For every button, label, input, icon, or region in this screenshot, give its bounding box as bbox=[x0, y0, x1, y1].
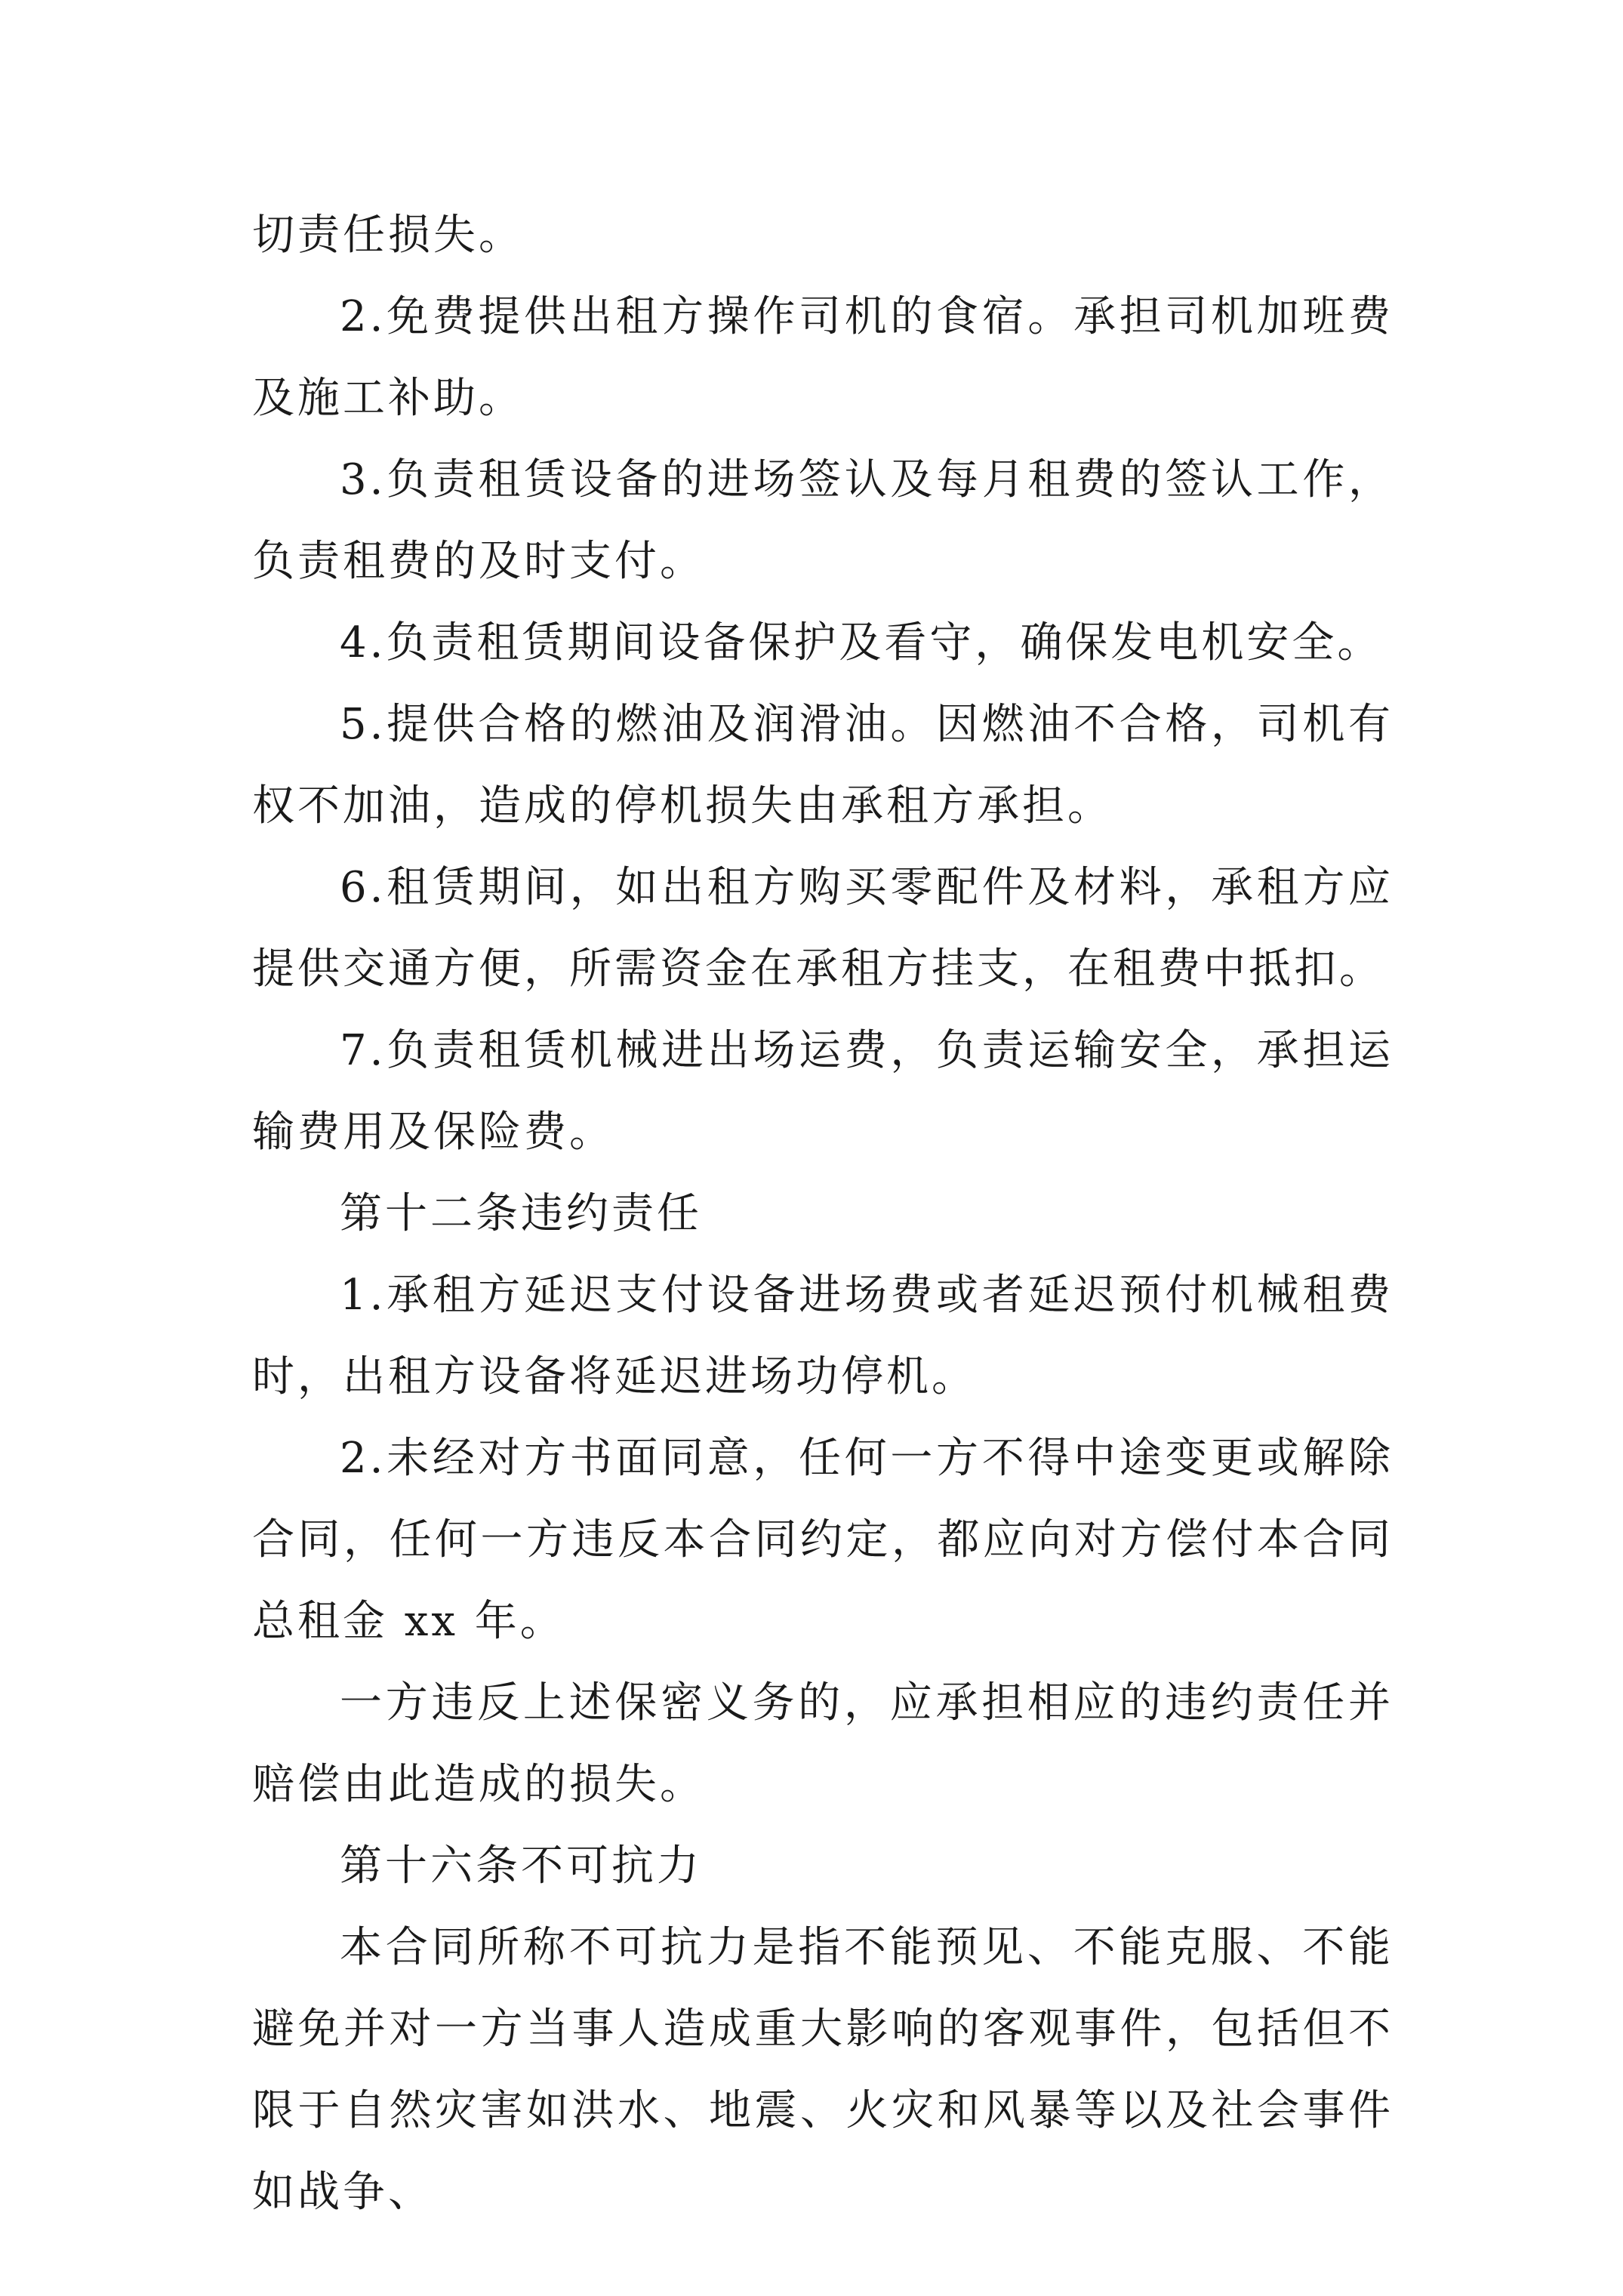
document-body bbox=[252, 195, 1394, 2233]
paragraph-force-majeure: 本合同所称不可抗力是指不能预见、不能克服、不能避免并对一方当事人造成重大影响的客观事件，包括但不限于自然灾害如洪水、地震、火灾和风暴等以及社会事件如战争、 bbox=[252, 1923, 1394, 2217]
paragraph-item-6: 6.租赁期间，如出租方购买零配件及材料，承租方应提供交通方便，所需资金在承租方挂支，在租费中抵扣。 bbox=[252, 863, 1394, 994]
paragraph-continuation: 切责任损失。 bbox=[252, 211, 524, 260]
paragraph-item-7: 7.负责租赁机械进出场运费，负责运输安全，承担运输费用及保险费。 bbox=[252, 1026, 1394, 1157]
paragraph-item-4: 4.负责租赁期间设备保护及看守，确保发电机安全。 bbox=[340, 618, 1383, 667]
paragraph-breach-1: 1.承租方延迟支付设备进场费或者延迟预付机械租费时，出租方设备将延迟进场功停机。 bbox=[252, 1271, 1394, 1401]
paragraph-item-5: 5.提供合格的燃油及润滑油。因燃油不合格，司机有权不加油，造成的停机损失由承租方承担。 bbox=[252, 700, 1394, 831]
paragraph-breach-2: 2.未经对方书面同意，任何一方不得中途变更或解除合同，任何一方违反本合同约定，都应向对方偿付本合同总租金 xx 年。 bbox=[252, 1434, 1394, 1646]
section-heading-article-16: 第十六条不可抗力 bbox=[340, 1841, 702, 1891]
paragraph-item-2: 2.免费提供出租方操作司机的食宿。承担司机加班费及施工补助。 bbox=[252, 292, 1394, 423]
section-heading-article-12: 第十二条违约责任 bbox=[340, 1189, 702, 1238]
paragraph-item-3: 3.负责租赁设备的进场签认及每月租费的签认工作，负责租费的及时支付。 bbox=[252, 455, 1394, 586]
paragraph-confidentiality: 一方违反上述保密义务的，应承担相应的违约责任并赔偿由此造成的损失。 bbox=[252, 1678, 1394, 1809]
